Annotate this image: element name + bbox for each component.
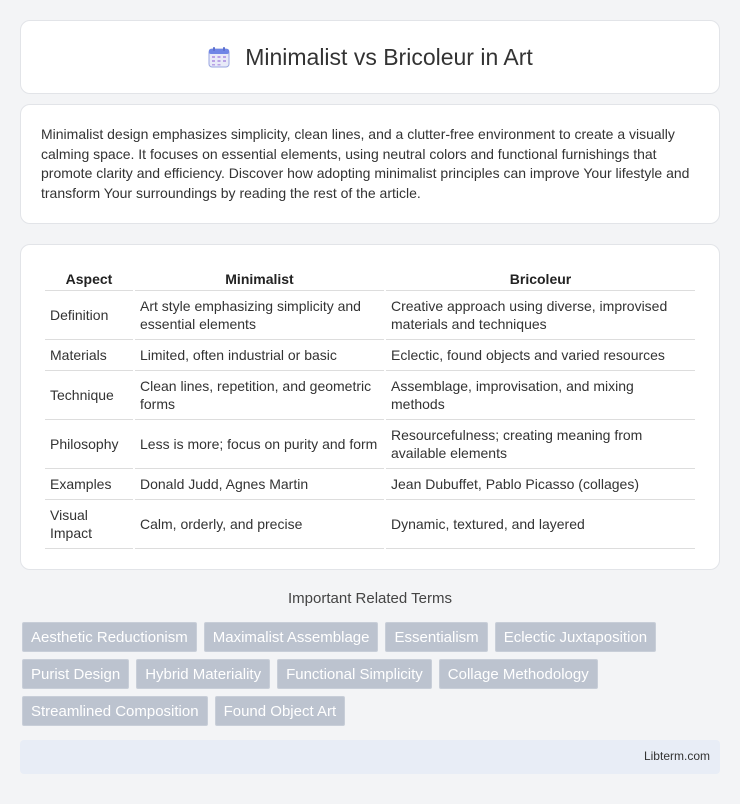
comparison-table <box>43 265 697 549</box>
cell-bricoleur: Creative approach using diverse, improvised materials and techniques <box>386 291 695 340</box>
title-card <box>20 20 720 94</box>
related-term-tag[interactable]: Essentialism <box>385 622 487 652</box>
cell-bricoleur: Resourcefulness; creating meaning from available elements <box>386 420 695 469</box>
footer-site-link[interactable]: Libterm.com <box>643 749 710 763</box>
intro-text: Minimalist design emphasizes simplicity, clean lines, and a clutter-free environment to create a visually calming space. It focuses on essential elements, using neutral colors and functional furnishings that promote clarity and efficiency. Discover how adopting minimalist principles can improve Your lifestyle and transform Your surroundings by reading the rest of the article. <box>41 126 690 201</box>
cell-bricoleur: Assemblage, improvisation, and mixing methods <box>386 371 695 420</box>
cell-aspect: Examples <box>45 469 133 500</box>
header-minimalist: Minimalist <box>135 265 384 291</box>
cell-minimalist: Limited, often industrial or basic <box>135 340 384 371</box>
cell-aspect: Philosophy <box>45 420 133 469</box>
footer <box>20 740 720 774</box>
cell-minimalist: Less is more; focus on purity and form <box>135 420 384 469</box>
header-bricoleur: Bricoleur <box>386 265 695 291</box>
related-term-tag[interactable]: Maximalist Assemblage <box>204 622 379 652</box>
calendar-icon <box>207 45 231 69</box>
cell-bricoleur: Eclectic, found objects and varied resources <box>386 340 695 371</box>
related-terms-title: Important Related Terms <box>288 590 452 607</box>
comparison-card <box>20 244 720 570</box>
cell-aspect: Technique <box>45 371 133 420</box>
table-row <box>45 500 695 549</box>
cell-aspect: Definition <box>45 291 133 340</box>
related-term-tag[interactable]: Aesthetic Reductionism <box>22 622 197 652</box>
table-row <box>45 291 695 340</box>
related-terms-list <box>22 622 722 726</box>
cell-aspect: Materials <box>45 340 133 371</box>
related-term-tag[interactable]: Purist Design <box>22 659 129 689</box>
related-term-tag[interactable]: Eclectic Juxtaposition <box>495 622 656 652</box>
cell-bricoleur: Dynamic, textured, and layered <box>386 500 695 549</box>
related-term-tag[interactable]: Found Object Art <box>215 696 346 726</box>
table-row <box>45 469 695 500</box>
cell-minimalist: Calm, orderly, and precise <box>135 500 384 549</box>
cell-bricoleur: Jean Dubuffet, Pablo Picasso (collages) <box>386 469 695 500</box>
table-row <box>45 420 695 469</box>
page-title: Minimalist vs Bricoleur in Art <box>245 43 533 70</box>
table-row <box>45 340 695 371</box>
related-term-tag[interactable]: Hybrid Materiality <box>136 659 270 689</box>
cell-minimalist: Clean lines, repetition, and geometric forms <box>135 371 384 420</box>
related-term-tag[interactable]: Functional Simplicity <box>277 659 432 689</box>
intro-card <box>20 104 720 224</box>
related-term-tag[interactable]: Collage Methodology <box>439 659 598 689</box>
cell-minimalist: Art style emphasizing simplicity and essential elements <box>135 291 384 340</box>
header-aspect: Aspect <box>45 265 133 291</box>
related-term-tag[interactable]: Streamlined Composition <box>22 696 208 726</box>
cell-aspect: Visual Impact <box>45 500 133 549</box>
table-row <box>45 371 695 420</box>
cell-minimalist: Donald Judd, Agnes Martin <box>135 469 384 500</box>
